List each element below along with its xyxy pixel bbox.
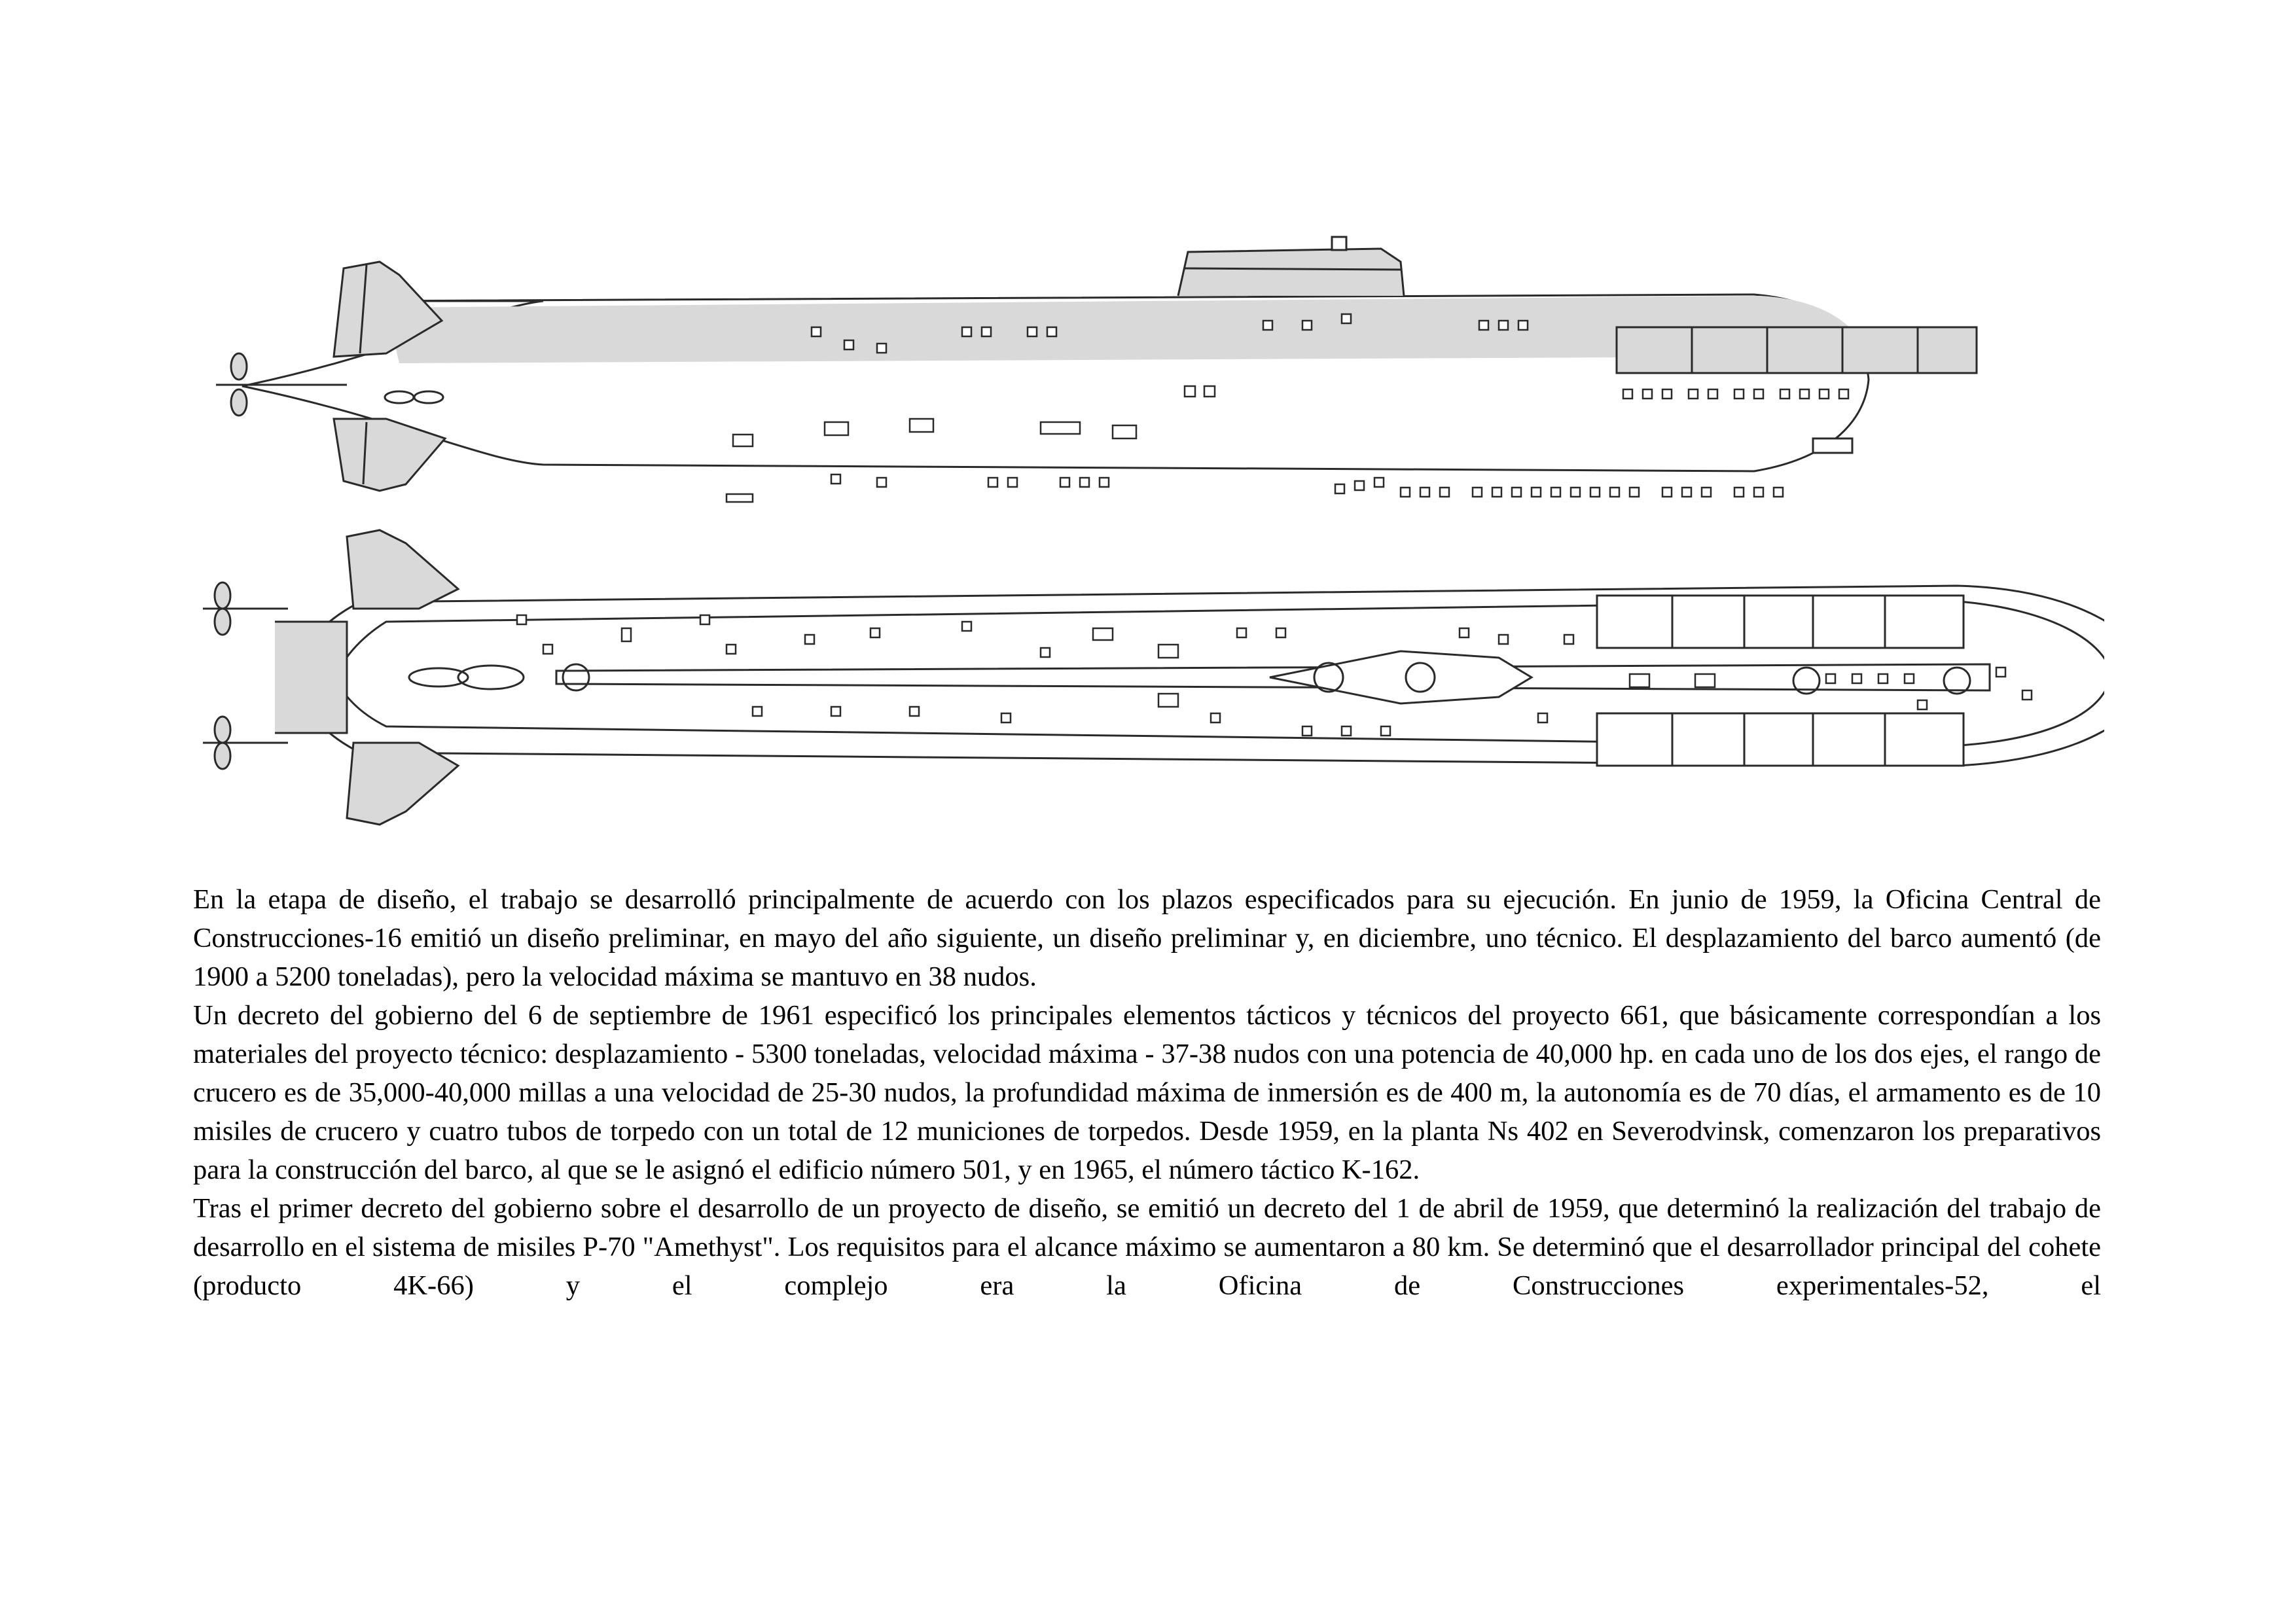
body-text (193, 880, 2101, 1305)
plan-view-svg (190, 517, 2104, 831)
paragraph: Tras el primer decreto del gobierno sobre el desarrollo de un proyecto de diseño, se emitió un decreto del 1 de abril de 1959, que determinó la realización del trabajo de desarrollo en el sistema de misiles P-70 "Amethyst". Los requisitos para el alcance máximo se aumentaron a 80 km. Se determinó que el desarrollador principal del cohete (producto 4K-66) y el complejo era la Oficina de Construcciones experimentales-52, el (193, 1193, 2101, 1301)
submarine-top-plan-drawing (190, 517, 2104, 831)
paragraph: Un decreto del gobierno del 6 de septiembre de 1961 especificó los principales elementos tácticos y técnicos del proyecto 661, que básicamente correspondían a los materiales del proyecto técnico: desplazamiento - 5300 toneladas, velocidad máxima - 37-38 nudos con una potencia de 40,000 hp. en cada uno de los dos ejes, el rango de crucero es de 35,000-40,000 millas a una velocidad de 25-30 nudos, la profundidad máxima de inmersión es de 400 m, la autonomía es de 70 días, el armamento es de 10 misiles de crucero y cuatro tubos de torpedo con un total de 12 municiones de torpedos. Desde 1959, en la planta Ns 402 en Severodvinsk, comenzaron los preparativos para la construcción del barco, al que se le asignó el edificio número 501, y en 1965, el número táctico K-162. (193, 1000, 2101, 1185)
paragraph: En la etapa de diseño, el trabajo se desarrolló principalmente de acuerdo con los plazos especificados para su ejecución. En junio de 1959, la Oficina Central de Construcciones-16 emitió un diseño preliminar, en mayo del año siguiente, un diseño preliminar y, en diciembre, uno técnico. El desplazamiento del barco aumentó (de 1900 a 5200 toneladas), pero la velocidad máxima se mantuvo en 38 nudos. (193, 884, 2101, 992)
submarine-side-profile-drawing (190, 223, 2104, 530)
side-profile-svg (190, 223, 2104, 530)
